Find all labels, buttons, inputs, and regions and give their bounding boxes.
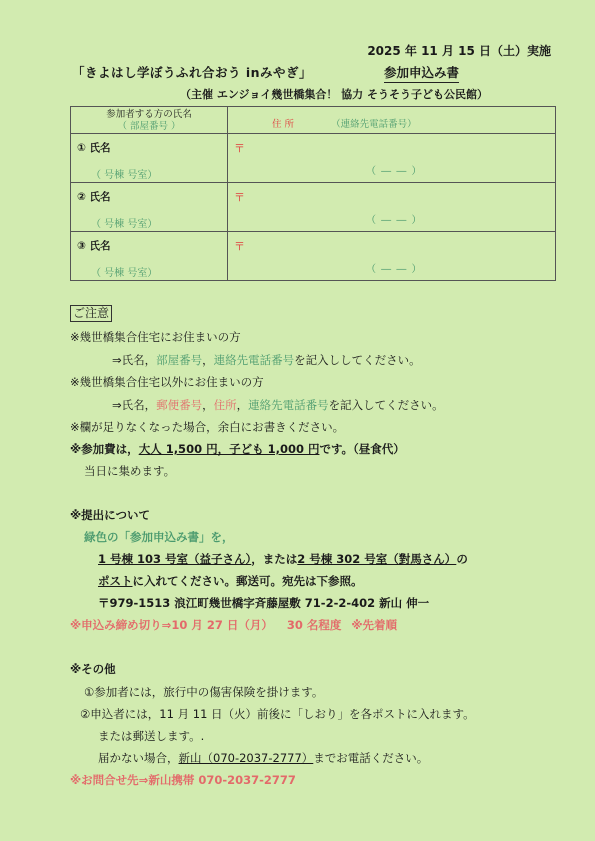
notice-line-2: ⇒氏名，部屋番号，連絡先電話番号を記入ししてください。: [112, 353, 421, 367]
name-header: 参加者する方の氏名: [106, 109, 192, 120]
phone-field: （ ― ― ）: [366, 166, 423, 177]
postal-mark: 〒: [234, 142, 245, 155]
application-table: [70, 106, 556, 281]
addr-header-cell: [228, 107, 556, 134]
postal-mark: 〒: [234, 191, 245, 204]
submit-line-2: 1 号棟 103 号室（益子さん），または2 号棟 302 号室（對馬さん）の: [98, 552, 468, 566]
address-cell-2[interactable]: [228, 183, 556, 232]
other-line-4: 届かない場合，新山（070-2037-2777）までお電話ください。: [98, 751, 429, 765]
phone-field: （ ― ― ）: [366, 215, 423, 226]
contact-line: ※お問合せ先⇒新山携帯 070-2037-2777: [70, 773, 296, 787]
event-title: 「きよはし学ぼうふれ合おう inみやぎ」: [72, 65, 313, 80]
submit-line-1: 緑色の「参加申込み書」を，: [84, 530, 234, 544]
room-field: （ 号棟 号室）: [91, 219, 158, 230]
notice-line-6: ※参加費は，大人 1,500 円，子ども 1,000 円です。（昼食代）: [70, 442, 405, 456]
room-header: （ 部屋番号 ）: [117, 121, 181, 132]
address-cell-3[interactable]: [228, 232, 556, 281]
name-cell-2[interactable]: [71, 183, 228, 232]
phone-header: （連絡先電話番号）: [331, 119, 417, 130]
other-line-3: または郵送します。.: [98, 729, 205, 743]
name-cell-1[interactable]: [71, 134, 228, 183]
notice-line-1: ※幾世橋集合住宅にお住まいの方: [70, 330, 241, 344]
row-label: ① 氏名: [77, 142, 111, 154]
room-field: （ 号棟 号室）: [91, 170, 158, 181]
mailing-address: 〒979-1513 浪江町幾世橋字斉藤屋敷 71-2-2-402 新山 伸一: [98, 596, 430, 610]
phone-field: （ ― ― ）: [366, 264, 423, 275]
name-header-cell: [71, 107, 228, 134]
table-row: [71, 183, 556, 232]
room-field: （ 号棟 号室）: [91, 268, 158, 279]
table-row: [71, 232, 556, 281]
form-name: 参加申込み書: [384, 63, 459, 83]
event-date: 2025 年 11 月 15 日（土）実施: [367, 44, 551, 58]
table-row: [71, 134, 556, 183]
other-heading: ※その他: [70, 662, 116, 676]
row-label: ② 氏名: [77, 191, 111, 203]
notice-line-4: ⇒氏名，郵便番号，住所，連絡先電話番号を記入してください。: [112, 398, 444, 412]
row-label: ③ 氏名: [77, 240, 111, 252]
notice-line-3: ※幾世橋集合住宅以外にお住まいの方: [70, 375, 264, 389]
other-line-1: ①参加者には，旅行中の傷害保険を掛けます。: [84, 685, 324, 699]
deadline-line: ※申込み締め切り⇒10 月 27 日（月） 30 名程度 ※先着順: [70, 618, 398, 632]
notice-line-5: ※欄が足りなくなった場合，余白にお書きください。: [70, 420, 345, 434]
notice-line-7: 当日に集めます。: [84, 464, 176, 478]
submit-heading: ※提出について: [70, 508, 150, 522]
address-cell-1[interactable]: [228, 134, 556, 183]
notice-heading: ご注意: [70, 305, 112, 322]
other-line-2: ②申込者には，11 月 11 日（火）前後に「しおり」を各ポストに入れます。: [80, 707, 475, 721]
sponsor-line: （主催 エンジョイ幾世橋集合！ 協力 そうそう子ども公民館）: [180, 88, 488, 101]
address-header: 住 所: [272, 119, 295, 130]
table-header-row: [71, 107, 556, 134]
postal-mark: 〒: [234, 240, 245, 253]
submit-line-3: ポストに入れてください。郵送可。宛先は下参照。: [98, 574, 363, 588]
name-cell-3[interactable]: [71, 232, 228, 281]
